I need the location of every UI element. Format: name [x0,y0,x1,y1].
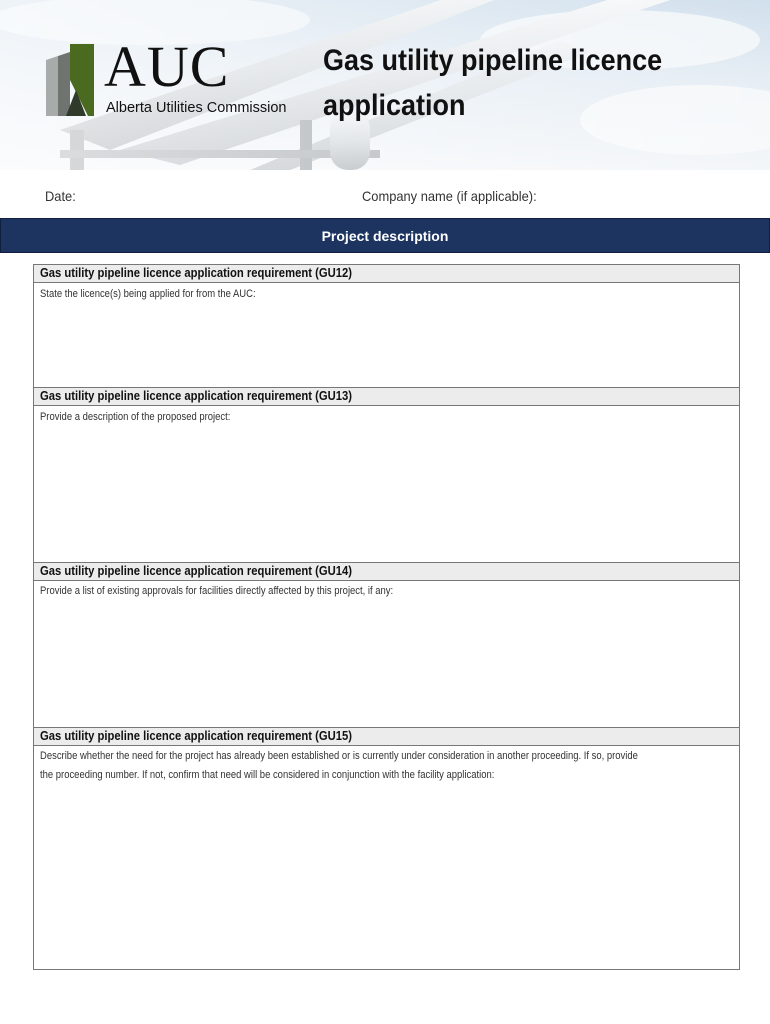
title-line-2: application [323,89,466,122]
requirement-heading-gu12: Gas utility pipeline licence application requirement (GU12) [34,264,739,283]
logo-wordmark: AUC [104,34,230,99]
requirement-heading-gu15: Gas utility pipeline licence application requirement (GU15) [34,727,739,746]
requirement-prompt-gu14: Provide a list of existing approvals for facilities directly affected by this project, if any: [40,585,394,597]
section-header [0,218,770,253]
requirement-prompt-gu15-line-1: Describe whether the need for the project has already been established or is currently under consideration in another proceeding. If so, provide [40,750,638,762]
requirement-prompt-gu12: State the licence(s) being applied for from the AUC: [40,288,256,300]
logo-subtitle: Alberta Utilities Commission [106,100,287,116]
requirement-heading-gu14: Gas utility pipeline licence application requirement (GU14) [34,562,739,581]
header-banner [0,0,770,170]
requirement-heading-gu13: Gas utility pipeline licence application requirement (GU13) [34,387,739,406]
company-name-label: Company name (if applicable): [362,188,537,204]
title-line-1: Gas utility pipeline licence [323,44,663,77]
document-title [323,38,683,128]
date-label: Date: [45,188,76,204]
requirement-prompt-gu15-line-2: the proceeding number. If not, confirm that need will be considered in conjunction with the facility application: [40,769,495,781]
requirement-prompt-gu13: Provide a description of the proposed project: [40,411,231,423]
requirements-table [33,264,740,970]
section-title: Project description [321,227,449,244]
